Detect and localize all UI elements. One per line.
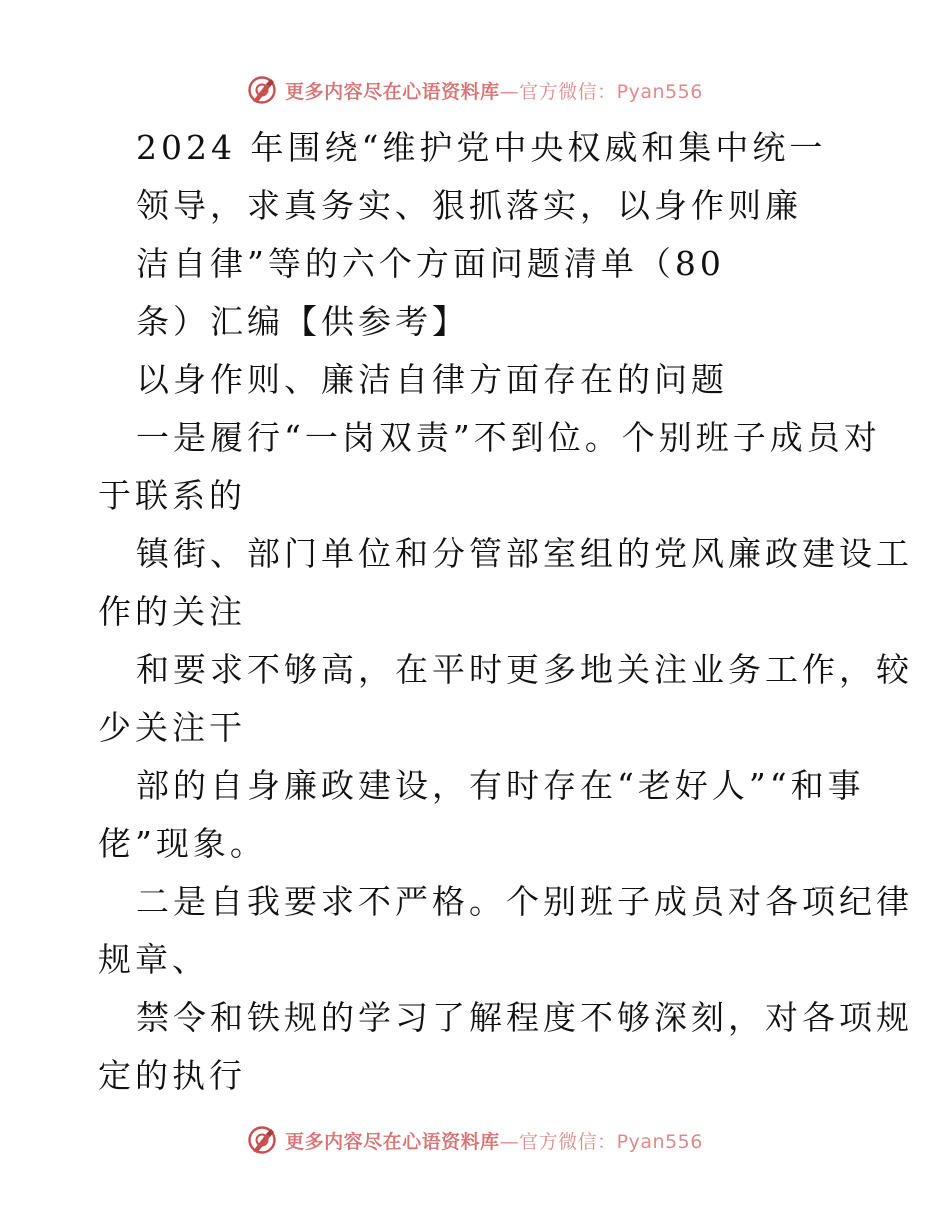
title-line-3: 洁自律”等的六个方面问题清单（80 xyxy=(136,244,725,283)
paragraph-line: 规章、 xyxy=(98,940,209,979)
watermark-brand: 更多内容尽在心语资料库 xyxy=(285,80,500,103)
watermark-text xyxy=(285,77,703,104)
paragraph-line: 于联系的 xyxy=(98,476,246,515)
title-line-2: 领导，求真务实、狠抓落实，以身作则廉 xyxy=(136,186,802,225)
watermark-brand: 更多内容尽在心语资料库 xyxy=(285,1130,500,1153)
paragraph-line: 佬”现象。 xyxy=(98,824,267,863)
title-line-4: 条）汇编【供参考】 xyxy=(136,302,469,341)
section-heading: 以身作则、廉洁自律方面存在的问题 xyxy=(136,360,728,399)
watermark-text xyxy=(285,1127,703,1154)
pen-logo-icon xyxy=(247,1125,277,1155)
paragraph-line: 禁令和铁规的学习了解程度不够深刻，对各项规 xyxy=(136,998,913,1037)
paragraph-line: 作的关注 xyxy=(98,592,246,631)
watermark-suffix: —官方微信：Pyan556 xyxy=(499,1130,703,1153)
header-watermark xyxy=(0,72,950,108)
footer-watermark xyxy=(0,1122,950,1158)
paragraph-line: 少关注干 xyxy=(98,708,246,747)
paragraph-line: 和要求不够高，在平时更多地关注业务工作，较 xyxy=(136,650,913,689)
paragraph-line: 部的自身廉政建设，有时存在“老好人”“和事 xyxy=(136,766,865,805)
paragraph-line: 定的执行 xyxy=(98,1056,246,1095)
pen-logo-icon xyxy=(247,75,277,105)
title-line-1: 2024 年围绕“维护党中央权威和集中统一 xyxy=(136,128,827,167)
paragraph-line: 镇街、部门单位和分管部室组的党风廉政建设工 xyxy=(136,534,913,573)
paragraph-line: 一是履行“一岗双责”不到位。个别班子成员对 xyxy=(136,418,881,457)
watermark-suffix: —官方微信：Pyan556 xyxy=(499,80,703,103)
paragraph-line: 二是自我要求不严格。个别班子成员对各项纪律 xyxy=(136,882,913,921)
